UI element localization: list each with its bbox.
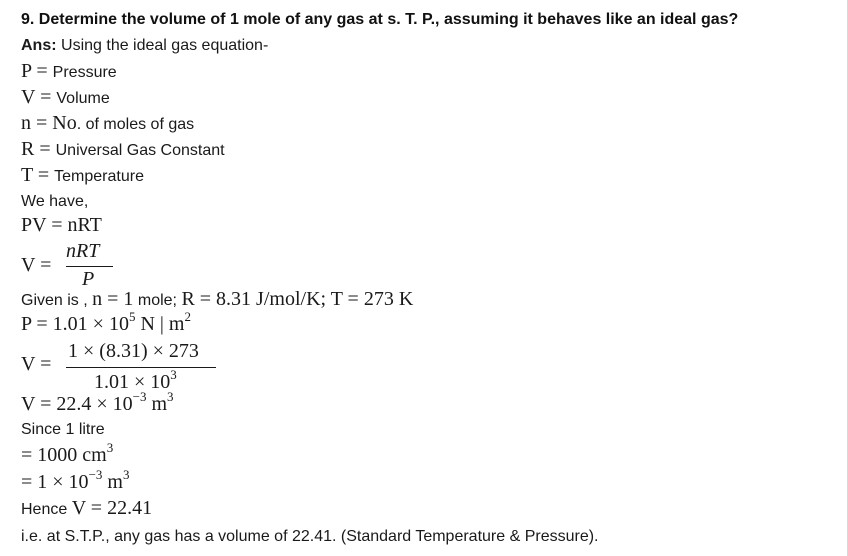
litre2-unit: m — [102, 471, 123, 493]
definition-text: Universal Gas Constant — [55, 142, 225, 159]
hence-label: Hence — [21, 501, 72, 518]
pressure-value — [21, 309, 191, 335]
calc-equation-lhs: V = — [21, 353, 52, 375]
conclusion-text: i.e. at S.T.P., any gas has a volume of 22.41. (Standard Temperature & Pressure). — [21, 528, 599, 545]
definition-text: . of moles of gas — [76, 116, 195, 133]
calc-denominator-base: 1.01 × 10 — [94, 371, 171, 393]
definition-text: Pressure — [52, 64, 117, 81]
definition-temperature — [21, 165, 144, 187]
definition-symbol: T — [21, 164, 33, 186]
hence-math: V = 22.41 — [71, 497, 153, 519]
litre2-exponent: −3 — [88, 467, 103, 483]
answer-intro-line — [21, 36, 268, 56]
result-volume — [21, 389, 174, 415]
given-values-line — [21, 289, 413, 311]
volume-equation-lhs: V = — [21, 254, 52, 276]
result-unit: m — [146, 393, 168, 415]
definition-math-text: No — [52, 112, 77, 134]
pressure-unit: N | m — [135, 313, 185, 335]
given-label: Given is , — [21, 292, 93, 309]
result-unit-exponent: 3 — [167, 389, 174, 405]
calc-numerator: 1 × (8.31) × 273 — [68, 340, 199, 362]
definition-symbol: P — [21, 60, 32, 82]
equals-sign: = — [32, 164, 55, 186]
result-base: V = 22.4 × 10 — [21, 393, 133, 415]
fraction-numerator: nRT — [66, 240, 100, 262]
pressure-base: P = 1.01 × 10 — [21, 313, 129, 335]
equals-sign: = — [34, 138, 56, 160]
litre1-exponent: 3 — [106, 440, 114, 456]
given-mole: mole; — [133, 292, 182, 309]
definition-gas-constant — [21, 139, 225, 161]
question-heading: 9. Determine the volume of 1 mole of any gas at s. T. P., assuming it behaves like an ideal gas? — [21, 11, 739, 28]
litre2-base: = 1 × 10 — [21, 471, 89, 493]
calc-denominator-exponent: 3 — [170, 367, 177, 383]
equals-sign: = — [31, 60, 53, 82]
answer-intro: Using the ideal gas equation- — [61, 37, 269, 54]
definition-pressure — [21, 61, 117, 83]
definition-text: Volume — [56, 90, 110, 107]
since-text: Since 1 litre — [21, 421, 105, 438]
we-have-text: We have, — [21, 193, 89, 210]
result-exponent: −3 — [132, 389, 147, 405]
answer-label: Ans: — [21, 37, 57, 54]
litre1-base: = 1000 cm — [21, 444, 107, 466]
litre-in-m3 — [21, 467, 130, 493]
fraction-denominator: P — [82, 268, 95, 290]
definition-symbol: R — [21, 138, 35, 160]
definition-symbol: V — [21, 86, 36, 108]
given-r-t: R = 8.31 J/mol/K; T = 273 K — [181, 288, 414, 310]
given-n: n = 1 — [92, 288, 134, 310]
litre2-unit-exponent: 3 — [122, 467, 130, 483]
definition-volume — [21, 87, 110, 109]
definition-moles — [21, 113, 194, 135]
ideal-gas-equation: PV = nRT — [21, 214, 102, 236]
calc-fraction-bar — [66, 367, 216, 368]
pressure-unit-exponent: 2 — [184, 309, 191, 325]
definition-text: Temperature — [54, 168, 144, 185]
hence-line — [21, 498, 152, 520]
equals-sign: = — [31, 112, 53, 134]
fraction-bar — [66, 266, 113, 267]
equals-sign: = — [35, 86, 57, 108]
litre-in-cm3 — [21, 440, 114, 466]
definition-symbol: n — [21, 112, 31, 134]
pressure-exponent: 5 — [128, 309, 136, 325]
